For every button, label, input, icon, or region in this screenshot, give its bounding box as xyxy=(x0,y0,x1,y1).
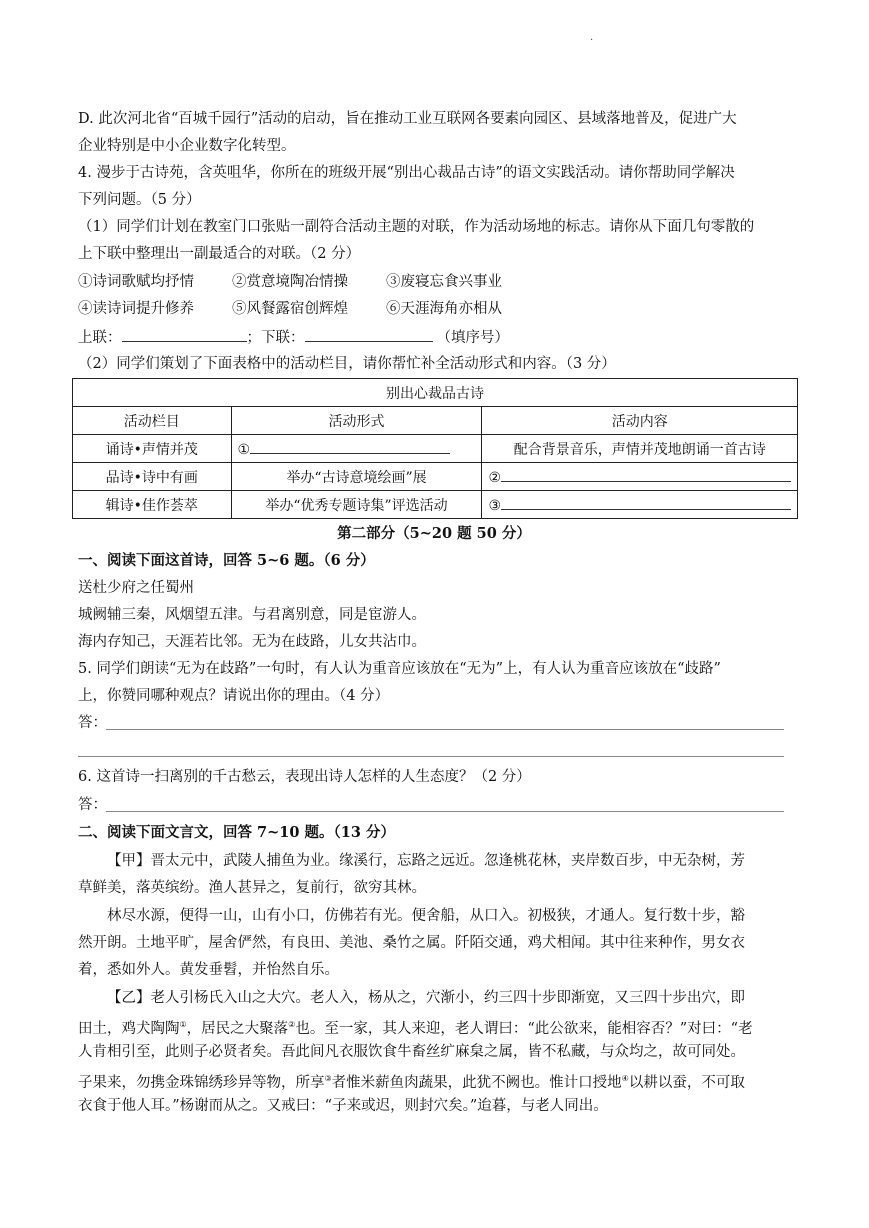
blank-marker: ① xyxy=(237,442,251,458)
part-2-title: 第二部分（5~20 题 50 分） xyxy=(337,525,531,542)
option-d-line1: D. 此次河北省“百城千园行”活动的启动，旨在推动工业互联网各要素向园区、县域落地普及，促进广大 xyxy=(78,111,737,127)
answer-label-6: 答： xyxy=(78,797,107,813)
question-4-line2: 下列问题。（5 分） xyxy=(78,192,201,208)
question-4-2: （2）同学们策划了下面表格中的活动栏目，请你帮忙补全活动形式和内容。（3 分） xyxy=(78,356,616,372)
table-cell: 配合背景音乐，声情并茂地朗诵一首古诗 xyxy=(482,435,798,463)
couplet-option-1: ①诗词歌赋均抒情 xyxy=(78,274,194,290)
table-header: 活动形式 xyxy=(231,407,482,435)
passage-jia-line3: 林尽水源，便得一山，山有小口，仿佛若有光。便舍船，从口入。初极狭，才通人。复行数十步，豁 xyxy=(107,908,745,924)
table-row xyxy=(73,491,798,519)
question-4-line1: 4. 漫步于古诗苑，含英咀华，你所在的班级开展“别出心裁品古诗”的语文实践活动。请你帮助同学解决 xyxy=(78,165,735,181)
table-cell xyxy=(231,435,482,463)
table-header: 活动栏目 xyxy=(73,407,232,435)
text-span: 也。至一家，其人来迎，老人谓曰：“此公欲来，能相容否？”对曰：“老 xyxy=(295,1020,753,1037)
table-cell: 举办“古诗意境绘画”展 xyxy=(231,463,482,491)
form-blank-1[interactable] xyxy=(250,439,450,454)
footnote-marker: ② xyxy=(288,1020,296,1029)
passage-jia-line5: 着，悉如外人。黄发垂髫，并怡然自乐。 xyxy=(78,962,339,978)
passage-yi-line5: 衣食于他人耳。”杨谢而从之。又戒曰：“子来或迟，则封穴矣。”迨暮，与老人同出。 xyxy=(78,1098,608,1114)
poem-title: 送杜少府之任蜀州 xyxy=(78,580,194,596)
couplet-option-6: ⑥天涯海角亦相从 xyxy=(386,301,502,317)
text-span: 子果来，勿携金珠锦绣珍异等物，所享 xyxy=(78,1074,325,1091)
question-6: 6. 这首诗一扫离别的千古愁云，表现出诗人怎样的人生态度？（2 分） xyxy=(78,769,531,785)
couplet-note: （填序号） xyxy=(436,330,509,346)
table-header: 活动内容 xyxy=(482,407,798,435)
activity-table xyxy=(72,378,798,519)
upper-couplet-label: 上联： xyxy=(78,330,122,346)
table-cell xyxy=(482,463,798,491)
answer-line-5b[interactable] xyxy=(78,756,784,757)
table-cell: 诵诗•声情并茂 xyxy=(73,435,232,463)
header-dot: . xyxy=(590,32,594,43)
passage-yi-line1: 【乙】老人引杨氏入山之大穴。老人入，杨从之，穴渐小，约三四十步即渐宽，又三四十步出穴，即 xyxy=(107,990,745,1006)
text-span: 者惟米薪鱼肉蔬果，此犹不阙也。惟计口授地 xyxy=(331,1074,622,1091)
lower-couplet-label: ；下联： xyxy=(246,330,305,346)
question-5-line2: 上，你赞同哪种观点？请说出你的理由。（4 分） xyxy=(78,688,390,704)
footnote-marker: ① xyxy=(179,1020,187,1029)
couplet-answer-line xyxy=(78,327,790,348)
poem-line-1: 城阙辅三秦，风烟望五津。与君离别意，同是宦游人。 xyxy=(78,607,426,623)
table-cell: 举办“优秀专题诗集”评选活动 xyxy=(231,491,482,519)
text-span: 田土，鸡犬陶陶 xyxy=(78,1020,180,1037)
passage-jia-line2: 草鲜美，落英缤纷。渔人甚异之，复前行，欲穷其林。 xyxy=(78,880,426,896)
question-5-line1: 5. 同学们朗读“无为在歧路”一句时，有人认为重音应该放在“无为”上，有人认为重音应该放在“歧路” xyxy=(78,661,721,677)
table-cell: 品诗•诗中有画 xyxy=(73,463,232,491)
passage-yi-line4 xyxy=(78,1069,790,1093)
couplet-option-5: ⑤风餐露宿创辉煌 xyxy=(232,301,348,317)
passage-yi-line3: 人肯相引至，此则子必贤者矣。吾此间凡衣服饮食牛畜丝纩麻枲之属，皆不私藏，与众均之，故可同处。 xyxy=(78,1044,745,1060)
footnote-marker: ③ xyxy=(324,1074,332,1083)
section-2-title: 二、阅读下面文言文，回答 7~10 题。（13 分） xyxy=(78,824,395,841)
passage-jia-line1: 【甲】晋太元中，武陵人捕鱼为业。缘溪行，忘路之远近。忽逢桃花林，夹岸数百步，中无杂树，芳 xyxy=(107,853,745,869)
question-4-1-line2: 上下联中整理出一副最适合的对联。（2 分） xyxy=(78,246,361,262)
passage-jia-line4: 然开朗。土地平旷，屋舍俨然，有良田、美池、桑竹之属。阡陌交通，鸡犬相闻。其中往来种作，男女衣 xyxy=(78,935,745,951)
couplet-option-4: ④读诗词提升修养 xyxy=(78,301,194,317)
content-blank-3[interactable] xyxy=(501,495,791,510)
text-span: ，居民之大聚落 xyxy=(186,1020,289,1037)
table-title: 别出心裁品古诗 xyxy=(73,379,798,407)
table-cell xyxy=(482,491,798,519)
couplet-option-3: ③废寝忘食兴事业 xyxy=(386,274,502,290)
text-span: 以耕以蚕，不可取 xyxy=(628,1074,745,1091)
upper-couplet-blank[interactable] xyxy=(122,327,247,342)
table-cell: 辑诗•佳作荟萃 xyxy=(73,491,232,519)
question-4-1-line1: （1）同学们计划在教室门口张贴一副符合活动主题的对联，作为活动场地的标志。请你从下面几句零散的 xyxy=(78,219,755,235)
table-row xyxy=(73,463,798,491)
footnote-marker: ④ xyxy=(621,1074,629,1083)
content-blank-2[interactable] xyxy=(501,467,791,482)
passage-yi-line2 xyxy=(78,1015,790,1039)
blank-marker: ③ xyxy=(488,498,501,514)
lower-couplet-blank[interactable] xyxy=(305,327,433,342)
answer-label-5: 答： xyxy=(78,715,107,731)
answer-line-6[interactable] xyxy=(106,811,784,812)
table-row xyxy=(73,435,798,463)
section-1-title: 一、阅读下面这首诗，回答 5~6 题。（6 分） xyxy=(78,552,375,569)
couplet-option-2: ②赏意境陶冶情操 xyxy=(232,274,348,290)
option-d-line2: 企业特别是中小企业数字化转型。 xyxy=(78,138,296,154)
answer-line-5a[interactable] xyxy=(106,729,784,730)
poem-line-2: 海内存知己，天涯若比邻。无为在歧路，儿女共沾巾。 xyxy=(78,634,426,650)
blank-marker: ② xyxy=(488,470,501,486)
